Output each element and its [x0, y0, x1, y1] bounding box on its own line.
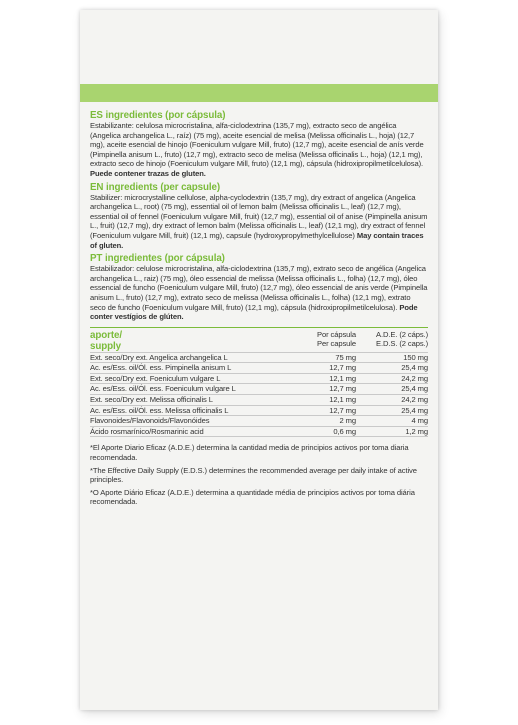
row-per-capsule: 12,1 mg: [329, 395, 356, 405]
en-heading: EN ingredients (per capsule): [90, 181, 221, 193]
header-label-line-1: aporte/: [90, 329, 122, 341]
footnote-es: *El Aporte Diario Eficaz (A.D.E.) determina la cantidad media de principios activos por toma diaria recomendada.: [90, 443, 409, 463]
es-heading: ES ingredientes (por cápsula): [90, 110, 226, 121]
table-body: [90, 352, 428, 438]
row-per-capsule: 75 mg: [335, 352, 356, 362]
table-row: [90, 383, 428, 394]
row-label: Ácido rosmarínico/Rosmarinic acid: [90, 426, 204, 436]
table-header: [90, 330, 428, 352]
header-col1-line-1: Por cápsula: [316, 329, 356, 339]
package-back-panel: [80, 10, 438, 710]
en-ingredients: [90, 193, 428, 251]
pt-ingredients: [90, 264, 428, 322]
es-ingredients: [90, 121, 428, 179]
row-per-capsule: 12,7 mg: [329, 405, 356, 415]
table-row: [90, 394, 428, 405]
row-per-capsule: 12,1 mg: [329, 373, 356, 383]
row-per-capsule: 12,7 mg: [329, 384, 356, 394]
table-row: [90, 352, 428, 363]
label-content: [90, 110, 428, 510]
en-ingredients-text: Stabilizer: microcrystalline cellulose, alpha-cyclodextrin (135,7 mg), dry extract of angelica (Angelica archangelica L., root) (75 mg), essential oil of lemon balm (Melissa officinalis L., leaf) (12,7 mg), essential oil of fennel (Foeniculum vulgare Mill, fruit) (12,7 mg), essential oil of anise (Pimpinella anisum L., fruit) (12,7 mg), dry extract of lemon balm (Melissa officinalis L., leaf) (12,1 mg), dry extract of fennel (Foeniculum vulgare Mill, fruit) (12,1 mg), capsule (hydroxypropylmethylcellulose): [90, 192, 428, 240]
supply-table: [90, 327, 428, 438]
row-label: Ac. es/Ess. oil/Ól. ess. Melissa officinalis L: [90, 405, 229, 415]
pt-warning: Pode conter vestígios de glúten.: [90, 302, 418, 322]
footnotes: [90, 443, 428, 507]
pt-heading: PT ingredientes (por cápsula): [90, 253, 225, 265]
table-row: [90, 362, 428, 373]
row-daily: 1,2 mg: [405, 426, 428, 436]
table-header-label: [90, 330, 296, 352]
header-col2-line-2: E.D.S. (2 caps.): [376, 339, 428, 349]
row-label: Ext. seco/Dry ext. Foeniculum vulgare L: [90, 373, 221, 383]
table-row: [90, 415, 428, 426]
row-daily: 25,4 mg: [401, 384, 428, 394]
header-col1-line-2: Per capsule: [316, 339, 356, 349]
row-label: Ext. seco/Dry ext. Melissa officinalis L: [90, 395, 213, 405]
header-label-line-2: supply: [90, 340, 121, 352]
row-daily: 24,2 mg: [401, 373, 428, 383]
en-warning: May contain traces of gluten.: [90, 230, 424, 250]
row-daily: 25,4 mg: [401, 405, 428, 415]
table-row: [90, 405, 428, 416]
pt-ingredients-text: Estabilizador: celulose microcristalina, alfa-ciclodextrina (135,7 mg), extrato seco de angélica (Angelica archangelica L., raiz) (75 mg), óleo essencial de melissa (Melissa officinalis L., folha) (12,7 mg), óleo essencial de funcho (Foeniculum vulgare Mill, fruto) (12,7 mg), óleo essencial de anis verde (Pimpinella anisum L., fruto) (12,7 mg), extrato seco de melissa (Melissa officinalis L., folha) (12,1 mg), extrato seco de funcho (Foeniculum vulgare Mill, fruto) (12,1 mg), cápsula (hidroxipropilmetilcelulosa).: [90, 264, 428, 312]
row-daily: 24,2 mg: [401, 395, 428, 405]
table-row: [90, 426, 428, 438]
table-row: [90, 373, 428, 384]
green-stripe: [80, 84, 438, 102]
row-per-capsule: 2 mg: [339, 416, 356, 426]
footnote-en: *The Effective Daily Supply (E.D.S.) determines the recommended average per daily intake of active principles.: [90, 465, 417, 485]
row-per-capsule: 12,7 mg: [329, 363, 356, 373]
header-per-capsule: [296, 330, 356, 349]
header-col2-line-1: A.D.E. (2 cáps.): [376, 329, 428, 339]
row-daily: 4 mg: [411, 416, 428, 426]
header-daily-supply: [356, 330, 428, 349]
row-per-capsule: 0,6 mg: [333, 426, 356, 436]
row-label: Ac. es/Ess. oil/Ól. ess. Pimpinella anisum L: [90, 363, 232, 373]
es-warning: Puede contener trazas de gluten.: [90, 168, 206, 178]
row-daily: 150 mg: [403, 352, 428, 362]
row-label: Flavonoides/Flavonoids/Flavonóides: [90, 416, 210, 426]
footnote-pt: *O Aporte Diário Eficaz (A.D.E.) determina a quantidade média de principios activos por toma diária recomendada.: [90, 487, 415, 507]
row-daily: 25,4 mg: [401, 363, 428, 373]
es-ingredients-text: Estabilizante: celulosa microcristalina, alfa-ciclodextrina (135,7 mg), extracto seco de angélica (Angelica archangelica L., raíz) (75 mg), aceite esencial de melisa (Melissa officinalis L., hoja) (12,7 mg), aceite esencial de hinojo (Foeniculum vulgare Mill, fruto) (12,7 mg), aceite esencial de anís verde (Pimpinella anisum L., fruto) (12,7 mg), extracto seco de melisa (Melissa officinalis L., hoja) (12,1 mg), extracto seco de hinojo (Foeniculum vulgare Mill, fruto) (12,1 mg), cápsula (hidroxipropilmetilcelulosa).: [90, 121, 424, 169]
row-label: Ext. seco/Dry ext. Angelica archangelica L: [90, 352, 228, 362]
row-label: Ac. es/Ess. oil/Ól. ess. Foeniculum vulgare L: [90, 384, 236, 394]
